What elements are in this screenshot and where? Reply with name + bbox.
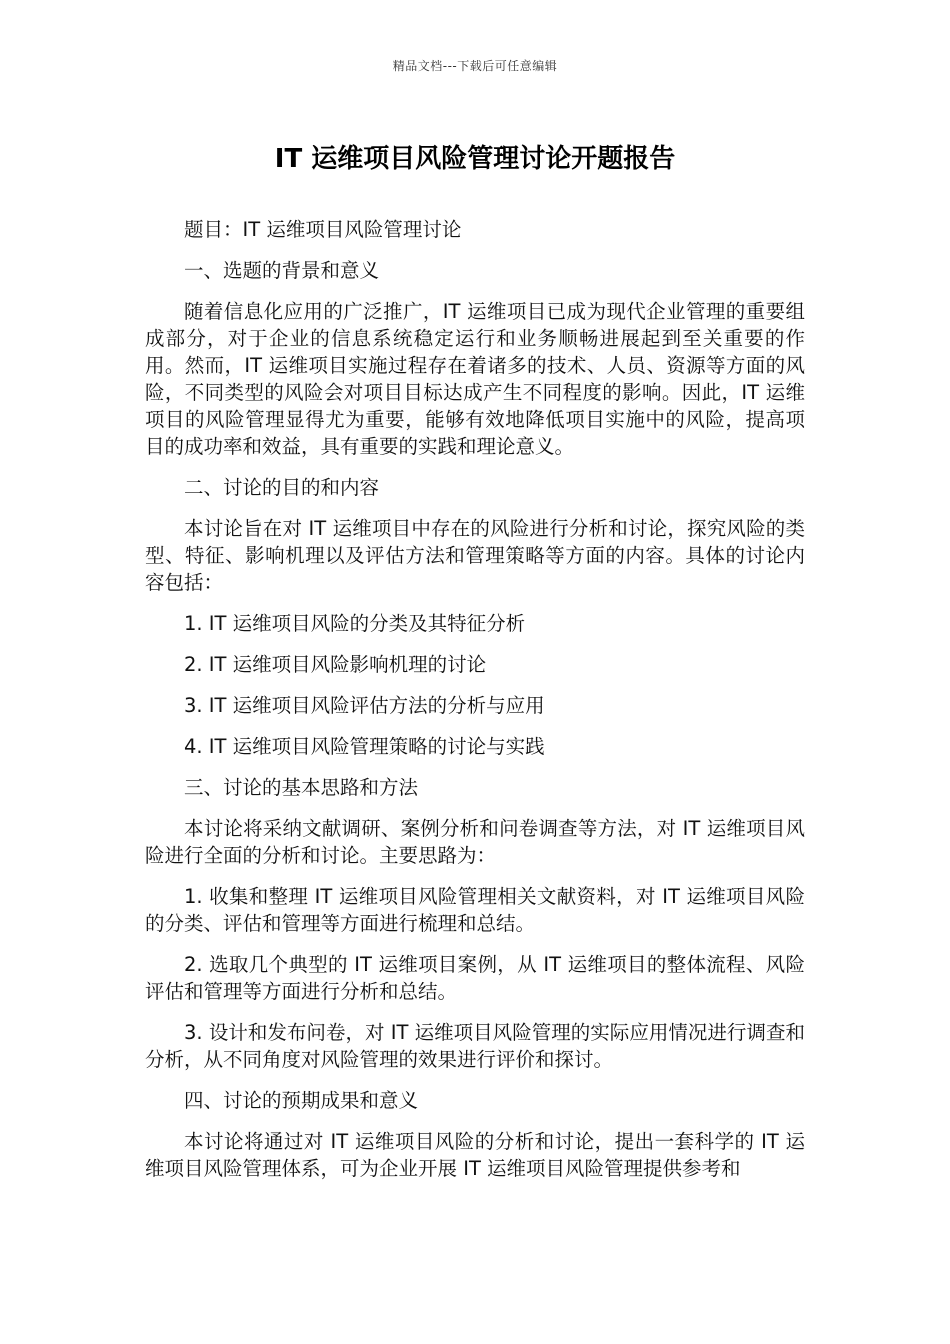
topic-line: 题目：IT 运维项目风险管理讨论	[184, 218, 462, 241]
section-3-item: 2. 选取几个典型的 IT 运维项目案例，从 IT 运维项目的整体流程、风险评估和管理等方面进行分析和总结。	[145, 953, 805, 1003]
section-2-heading: 二、讨论的目的和内容	[184, 476, 380, 499]
section-1-heading: 一、选题的背景和意义	[184, 259, 380, 282]
section-1-paragraph: 随着信息化应用的广泛推广，IT 运维项目已成为现代企业管理的重要组成部分，对于企业的信息系统稳定运行和业务顺畅进展起到至关重要的作用。然而，IT 运维项目实施过程存在着诸多的技术、人员、资源等方面的风险，不同类型的风险会对项目目标达成产生不同程度的影响。因此，IT 运维项目的风险管理显得尤为重要，能够有效地降低项目实施中的风险，提高项目的成功率和效益，具有重要的实践和理论意义。	[145, 300, 805, 458]
section-2-paragraph: 本讨论旨在对 IT 运维项目中存在的风险进行分析和讨论，探究风险的类型、特征、影响机理以及评估方法和管理策略等方面的内容。具体的讨论内容包括：	[145, 517, 805, 594]
header-note: 精品文档---下载后可任意编辑	[392, 59, 558, 73]
section-3-heading: 三、讨论的基本思路和方法	[184, 776, 419, 799]
document-body	[145, 216, 805, 1196]
section-3-paragraph: 本讨论将采纳文献调研、案例分析和问卷调查等方法，对 IT 运维项目风险进行全面的分析和讨论。主要思路为：	[145, 817, 805, 867]
document-title: IT 运维项目风险管理讨论开题报告	[274, 144, 676, 174]
section-2-item: 3. IT 运维项目风险评估方法的分析与应用	[184, 694, 545, 717]
section-2-item: 4. IT 运维项目风险管理策略的讨论与实践	[184, 735, 545, 758]
section-2-item: 2. IT 运维项目风险影响机理的讨论	[184, 653, 487, 676]
section-4-heading: 四、讨论的预期成果和意义	[184, 1089, 419, 1112]
section-3-item: 3. 设计和发布问卷，对 IT 运维项目风险管理的实际应用情况进行调查和分析，从不同角度对风险管理的效果进行评价和探讨。	[145, 1021, 805, 1071]
section-2-item: 1. IT 运维项目风险的分类及其特征分析	[184, 612, 526, 635]
section-4-paragraph: 本讨论将通过对 IT 运维项目风险的分析和讨论，提出一套科学的 IT 运维项目风险管理体系，可为企业开展 IT 运维项目风险管理提供参考和	[145, 1130, 805, 1180]
section-3-item: 1. 收集和整理 IT 运维项目风险管理相关文献资料，对 IT 运维项目风险的分类、评估和管理等方面进行梳理和总结。	[145, 885, 805, 935]
